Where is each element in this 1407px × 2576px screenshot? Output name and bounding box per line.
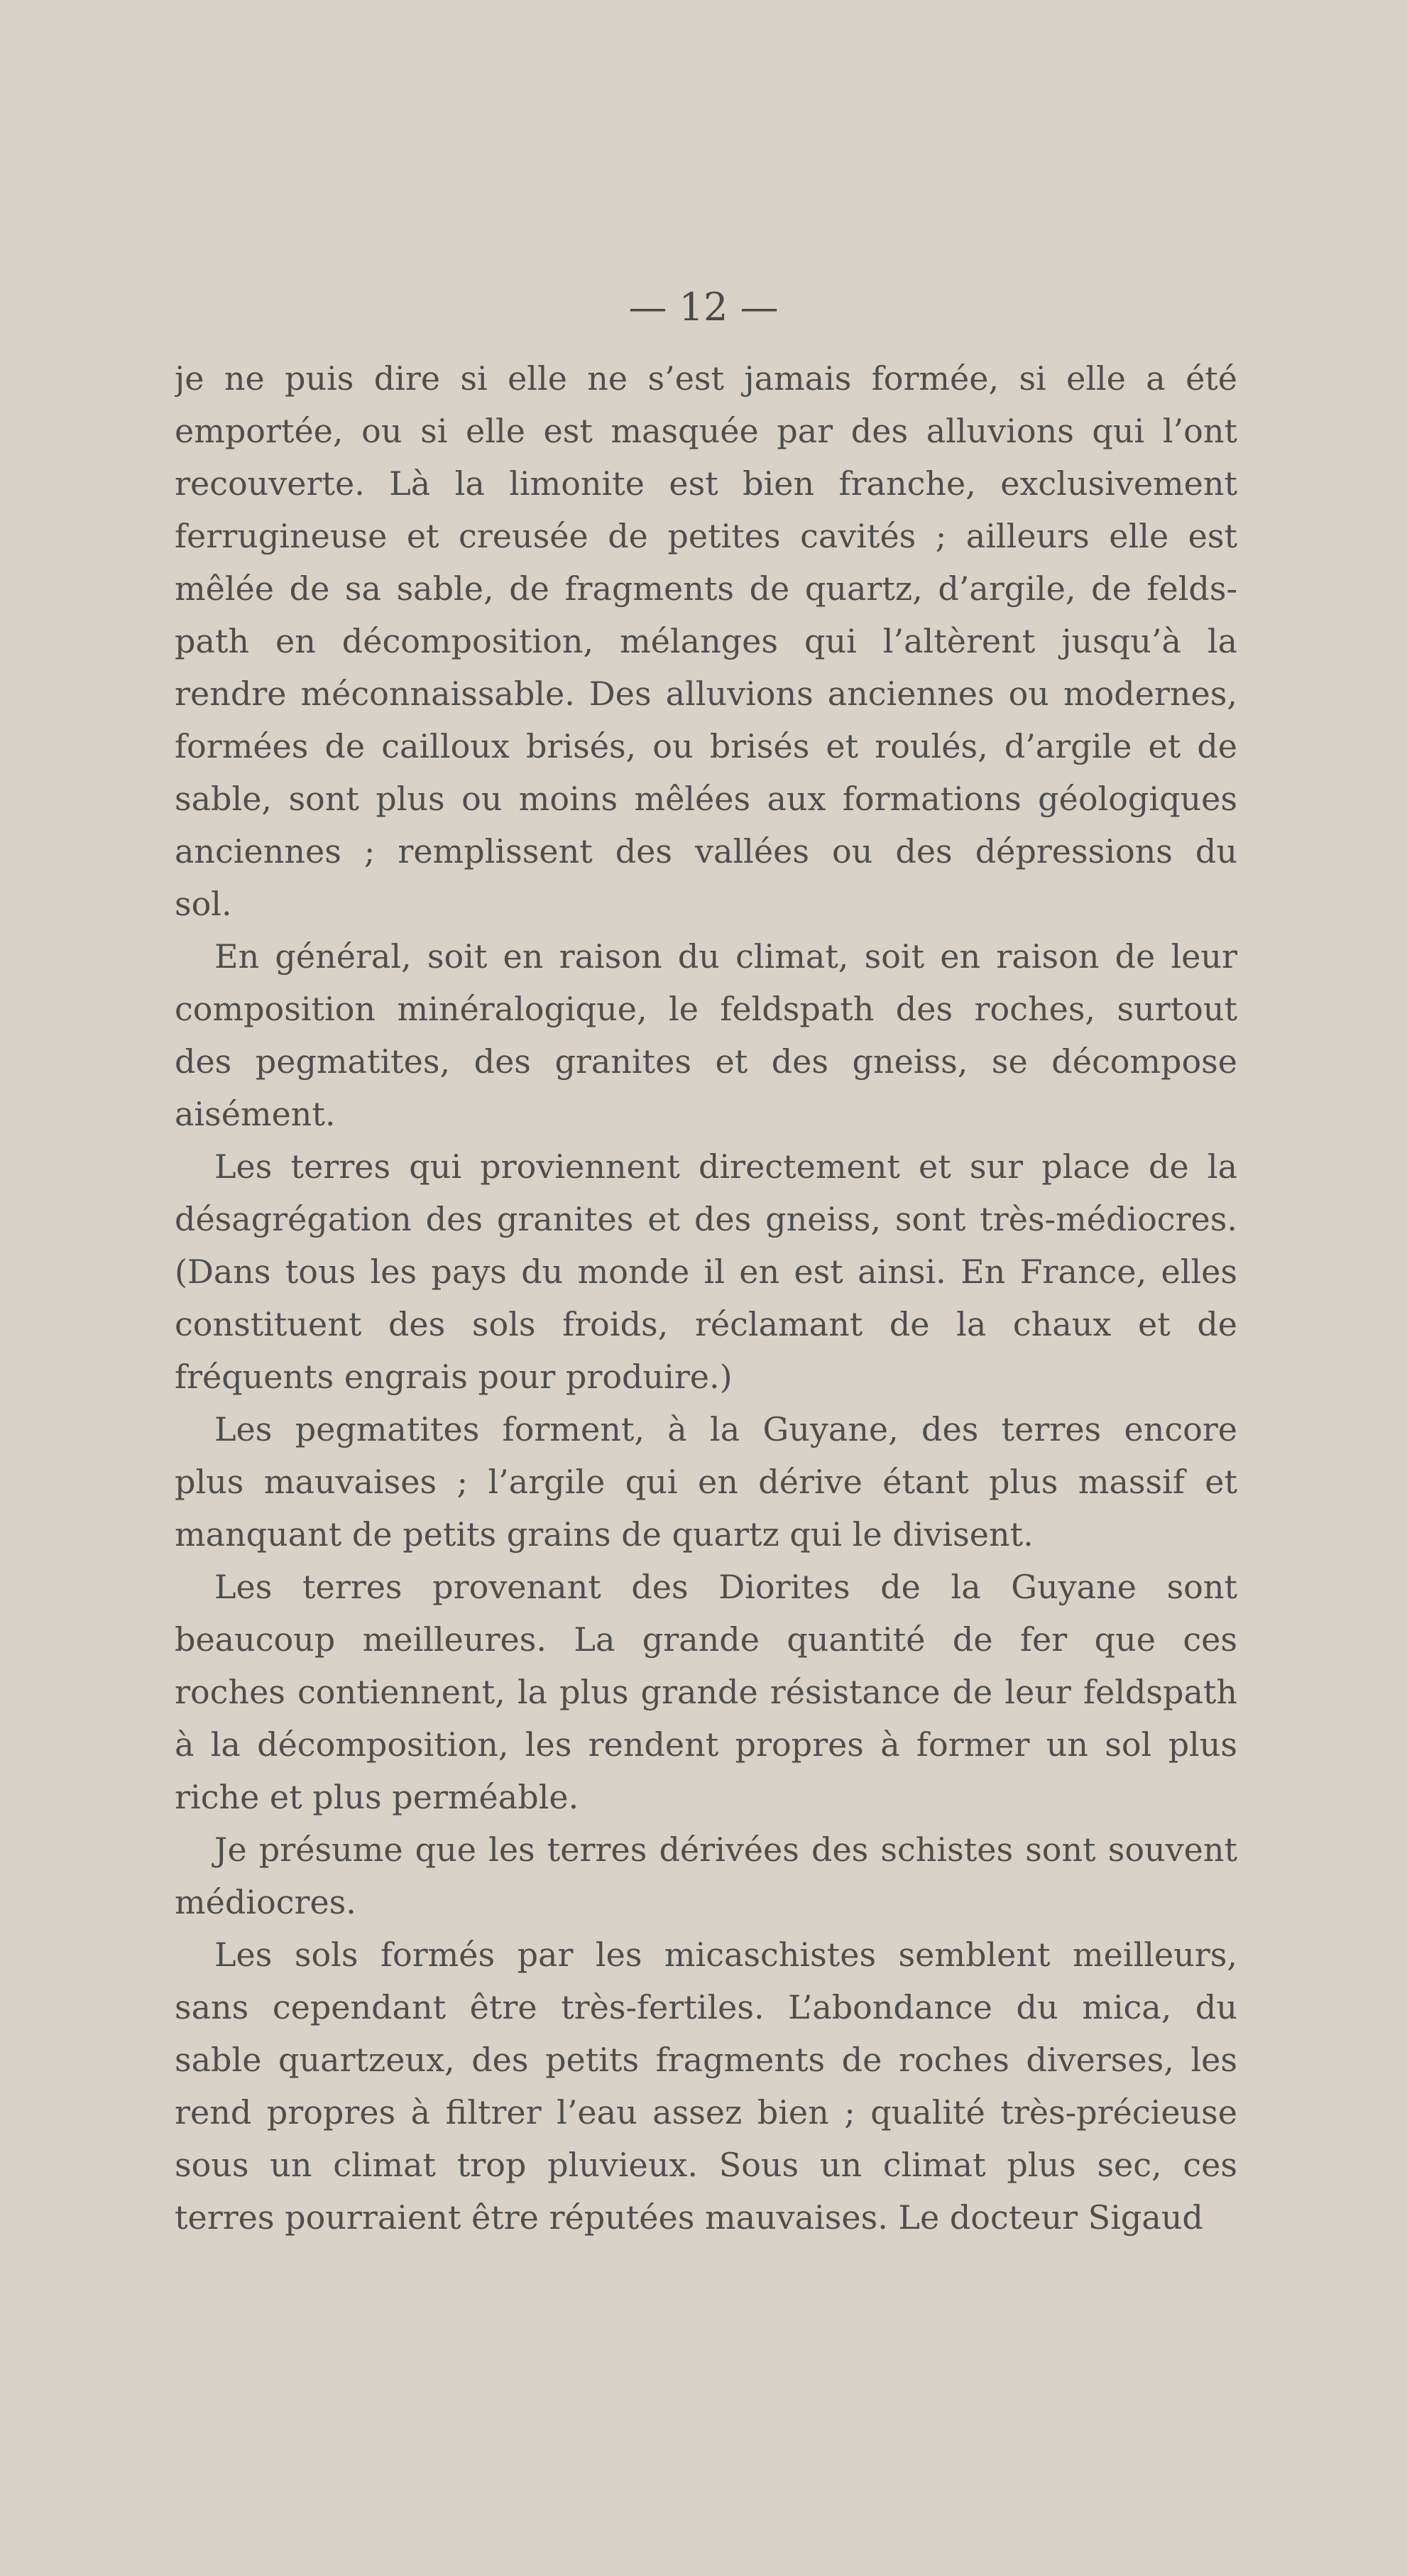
text-line: fréquents engrais pour produire.) [175,1358,733,1396]
page-number: — 12 — [628,285,779,329]
text-line: roches contiennent, la plus grande résistance de leur feldspath [175,1673,1237,1711]
text-line: Les terres provenant des Diorites de la Guyane sont [214,1568,1237,1606]
paragraph [175,1823,1237,1928]
text-line: emportée, ou si elle est masquée par des alluvions qui l’ont [175,412,1237,450]
text-line: Je présume que les terres dérivées des schistes sont souvent [214,1830,1237,1869]
text-line: En général, soit en raison du climat, soit en raison de leur [214,937,1237,976]
text-line: riche et plus perméable. [175,1778,579,1816]
text-line: manquant de petits grains de quartz qui le divisent. [175,1515,1034,1554]
text-line: des pegmatites, des granites et des gneiss, se décompose [175,1042,1237,1081]
text-line: Les pegmatites forment, à la Guyane, des terres encore [214,1410,1237,1448]
paragraph [175,1561,1237,1823]
text-line: Les sols formés par les micaschistes semblent meilleurs, [214,1936,1237,1974]
text-line: composition minéralogique, le feldspath des roches, surtout [175,990,1237,1028]
paragraph [175,1140,1237,1403]
text-line: médiocres. [175,1883,356,1921]
text-line: rendre méconnaissable. Des alluvions anciennes ou modernes, [175,675,1237,713]
text-line: aisément. [175,1095,336,1133]
paragraph [175,352,1237,930]
text-line: constituent des sols froids, réclamant de la chaux et de [175,1305,1237,1343]
text-line: sol. [175,885,232,923]
body-text [175,352,1237,2244]
text-line: sable, sont plus ou moins mêlées aux formations géologiques [175,780,1237,818]
text-line: (Dans tous les pays du monde il en est ainsi. En France, elles [175,1252,1237,1291]
text-line: sous un climat trop pluvieux. Sous un climat plus sec, ces [175,2146,1237,2184]
text-line: plus mauvaises ; l’argile qui en dérive étant plus massif et [175,1463,1237,1501]
text-line: Les terres qui proviennent directement et sur place de la [214,1147,1237,1186]
paragraph [175,930,1237,1140]
text-line: beaucoup meilleures. La grande quantité de fer que ces [175,1620,1237,1659]
text-line: path en décomposition, mélanges qui l’altèrent jusqu’à la [175,622,1237,660]
text-line: formées de cailloux brisés, ou brisés et roulés, d’argile et de [175,727,1237,765]
paragraph [175,1403,1237,1561]
text-line: je ne puis dire si elle ne s’est jamais formée, si elle a été [175,359,1237,398]
text-line: rend propres à filtrer l’eau assez bien ; qualité très-précieuse [175,2093,1237,2132]
text-line: sable quartzeux, des petits fragments de roches diverses, les [175,2041,1237,2079]
paragraph [175,1928,1237,2244]
text-line: à la décomposition, les rendent propres à former un sol plus [175,1725,1237,1764]
text-line: ferrugineuse et creusée de petites cavités ; ailleurs elle est [175,517,1237,555]
text-line: terres pourraient être réputées mauvaises. Le docteur Sigaud [175,2198,1203,2237]
text-line: anciennes ; remplissent des vallées ou des dépressions du [175,832,1237,871]
text-line: sans cependant être très-fertiles. L’abondance du mica, du [175,1988,1237,2026]
text-line: mêlée de sa sable, de fragments de quartz, d’argile, de felds- [175,569,1237,608]
text-line: désagrégation des granites et des gneiss, sont très-médiocres. [175,1200,1237,1238]
text-line: recouverte. Là la limonite est bien franche, exclusivement [175,464,1237,503]
